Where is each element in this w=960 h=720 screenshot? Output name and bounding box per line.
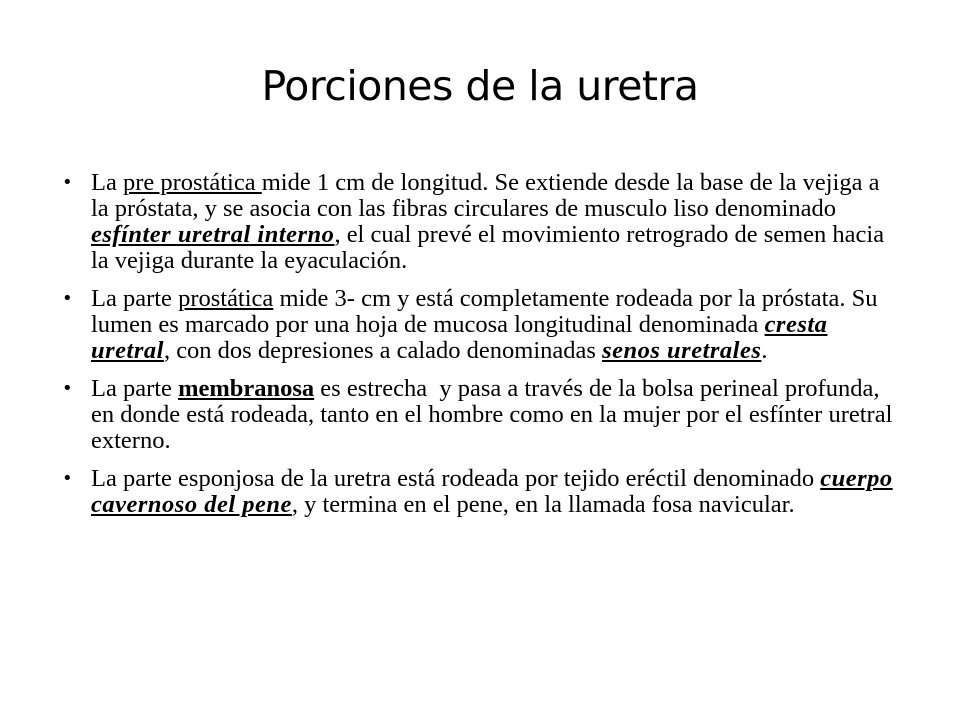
term-pre-prostatica: pre prostática — [122, 169, 262, 196]
bullet-item-esponjosa — [62, 466, 902, 518]
bullet-text: es estrecha y pasa a través de la bolsa perineal profunda, en donde está rodeada, tanto en el hombre como en la mujer por el esfínter uretral externo. — [91, 375, 899, 454]
bullet-text: La parte esponjosa de la uretra está rodeada por tejido eréctil denominado — [91, 465, 821, 492]
bullet-text: . — [761, 337, 768, 364]
bullet-text: La parte — [91, 285, 179, 312]
bullet-list — [62, 170, 902, 530]
bullet-dot-icon: • — [62, 288, 73, 309]
term-cresta-uretral: cresta uretral — [91, 311, 828, 364]
bullet-dot-icon: • — [62, 378, 73, 399]
bullet-dot-icon: • — [62, 172, 73, 193]
term-prostatica: prostática — [178, 285, 274, 312]
bullet-dot-icon: • — [62, 468, 73, 489]
bullet-text: La parte — [91, 375, 179, 402]
bullet-item-membranosa — [62, 376, 902, 454]
bullet-text: La — [91, 169, 123, 196]
bullet-text: , y termina en el pene, en la llamada fosa navicular. — [291, 491, 795, 518]
bullet-text: mide 1 cm de longitud. Se extiende desde la base de la vejiga a la próstata, y se asocia con las fibras circulares de musculo liso denominado — [91, 169, 880, 222]
slide-title: Porciones de la uretra — [261, 62, 699, 110]
term-cuerpo-cavernoso-del-pene: cuerpo cavernoso del pene — [91, 465, 893, 518]
term-senos-uretrales: senos uretrales — [602, 337, 762, 364]
term-membranosa: membranosa — [178, 375, 315, 402]
bullet-text: , el cual prevé el movimiento retrogrado de semen hacia la vejiga durante la eyaculación. — [91, 221, 885, 274]
bullet-text: , con dos depresiones a calado denominadas — [163, 337, 603, 364]
bullet-text: mide 3- cm y está completamente rodeada por la próstata. Su lumen es marcado por una hoja de mucosa longitudinal denominada — [91, 285, 878, 338]
term-esfinter-uretral-interno: esfínter uretral interno — [91, 221, 335, 248]
bullet-item-pre-prostatica — [62, 170, 902, 274]
bullet-item-prostatica — [62, 286, 902, 364]
